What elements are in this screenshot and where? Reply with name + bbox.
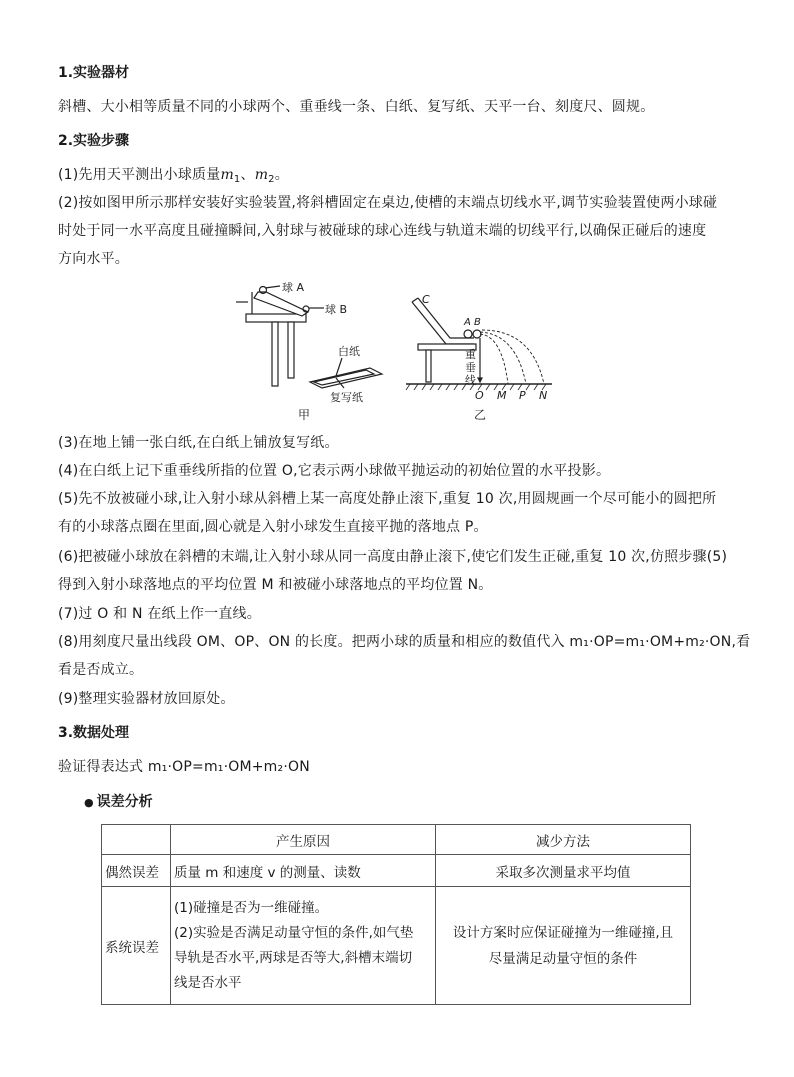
step-2-line-3: 方向水平。: [58, 251, 129, 267]
row-type-systematic: 系统误差: [102, 887, 171, 1005]
step-1: (1)先用天平测出小球质量$m_1$、$m_2$。: [58, 167, 289, 185]
step-4: (4)在白纸上记下重垂线所指的位置 O,它表示两小球做平抛运动的初始位置的水平投影。: [58, 463, 611, 479]
row-cause-systematic: (1)碰撞是否为一维碰撞。 (2)实验是否满足动量守恒的条件,如气垫 导轨是否水平,两球是否等大,斜槽末端切 线是否水平: [171, 887, 436, 1005]
error-analysis-table: [101, 824, 691, 1005]
row-fix-systematic: 设计方案时应保证碰撞为一维碰撞,且 尽量满足动量守恒的条件: [436, 887, 691, 1005]
label-c: C: [422, 293, 430, 306]
table-row: [102, 887, 691, 1005]
header-cell-cause: 产生原因: [171, 825, 436, 855]
row-type-random: 偶然误差: [102, 855, 171, 887]
section-heading-equipment: 1.实验器材: [58, 65, 130, 81]
step-8-line-1: (8)用刻度尺量出线段 OM、OP、ON 的长度。把两小球的质量和相应的数值代入 m₁·OP=m₁·OM+m₂·ON,看: [58, 634, 751, 650]
error-analysis-title: ● 误差分析: [84, 794, 153, 810]
label-ab: A B: [464, 317, 481, 328]
label-plumb-1: 重: [465, 348, 476, 361]
label-n: N: [539, 389, 548, 402]
header-cell-empty: [102, 825, 171, 855]
step-3: (3)在地上铺一张白纸,在白纸上铺放复写纸。: [58, 435, 339, 451]
step-2-line-1: (2)按如图甲所示那样安装好实验装置,将斜槽固定在桌边,使槽的末端点切线水平,调节实验装置使两小球碰: [58, 195, 718, 211]
label-ball-a: 球 A: [282, 281, 305, 294]
row-fix-random: 采取多次测量求平均值: [436, 855, 691, 887]
step-9: (9)整理实验器材放回原处。: [58, 691, 235, 707]
step-5-line-2: 有的小球落点圈在里面,圆心就是入射小球发生直接平抛的落地点 P。: [58, 519, 488, 535]
label-m: M: [497, 389, 507, 402]
header-cell-fix: 减少方法: [436, 825, 691, 855]
section-heading-steps: 2.实验步骤: [58, 133, 130, 149]
data-expression: 验证得表达式 m₁·OP=m₁·OM+m₂·ON: [58, 759, 310, 775]
label-plumb-3: 线: [465, 374, 476, 387]
step-6-line-1: (6)把被碰小球放在斜槽的末端,让入射小球从同一高度由静止滚下,使它们发生正碰,重复 10 次,仿照步骤(5): [58, 549, 728, 565]
label-plumb-2: 垂: [465, 361, 476, 374]
bullet-icon: ●: [84, 796, 94, 809]
step-8-line-2: 看是否成立。: [58, 662, 144, 678]
row-cause-random: 质量 m 和速度 v 的测量、读数: [171, 855, 436, 887]
step-6-line-2: 得到入射小球落地点的平均位置 M 和被碰小球落地点的平均位置 N。: [58, 577, 493, 593]
section-heading-data: 3.数据处理: [58, 725, 130, 741]
label-p: P: [519, 389, 526, 402]
label-white-paper: 白纸: [338, 345, 360, 358]
equipment-text: 斜槽、大小相等质量不同的小球两个、重垂线一条、白纸、复写纸、天平一台、刻度尺、圆规。: [58, 99, 655, 115]
label-figure-yi: 乙: [474, 408, 487, 422]
figure-jia-apparatus: [236, 278, 386, 420]
label-o: O: [475, 389, 484, 402]
step-2-line-2: 时处于同一水平高度且碰撞瞬间,入射球与被碰球的球心连线与轨道末端的切线平行,以确保正碰后的速度: [58, 223, 707, 239]
table-row: [102, 855, 691, 887]
table-header-row: [102, 825, 691, 855]
step-7: (7)过 O 和 N 在纸上作一直线。: [58, 606, 261, 622]
step-5-line-1: (5)先不放被碰小球,让入射小球从斜槽上某一高度处静止滚下,重复 10 次,用圆规画一个尽可能小的圆把所: [58, 491, 717, 507]
label-ball-b: 球 B: [325, 303, 348, 316]
label-carbon-paper: 复写纸: [330, 391, 363, 404]
label-figure-jia: 甲: [298, 408, 311, 422]
